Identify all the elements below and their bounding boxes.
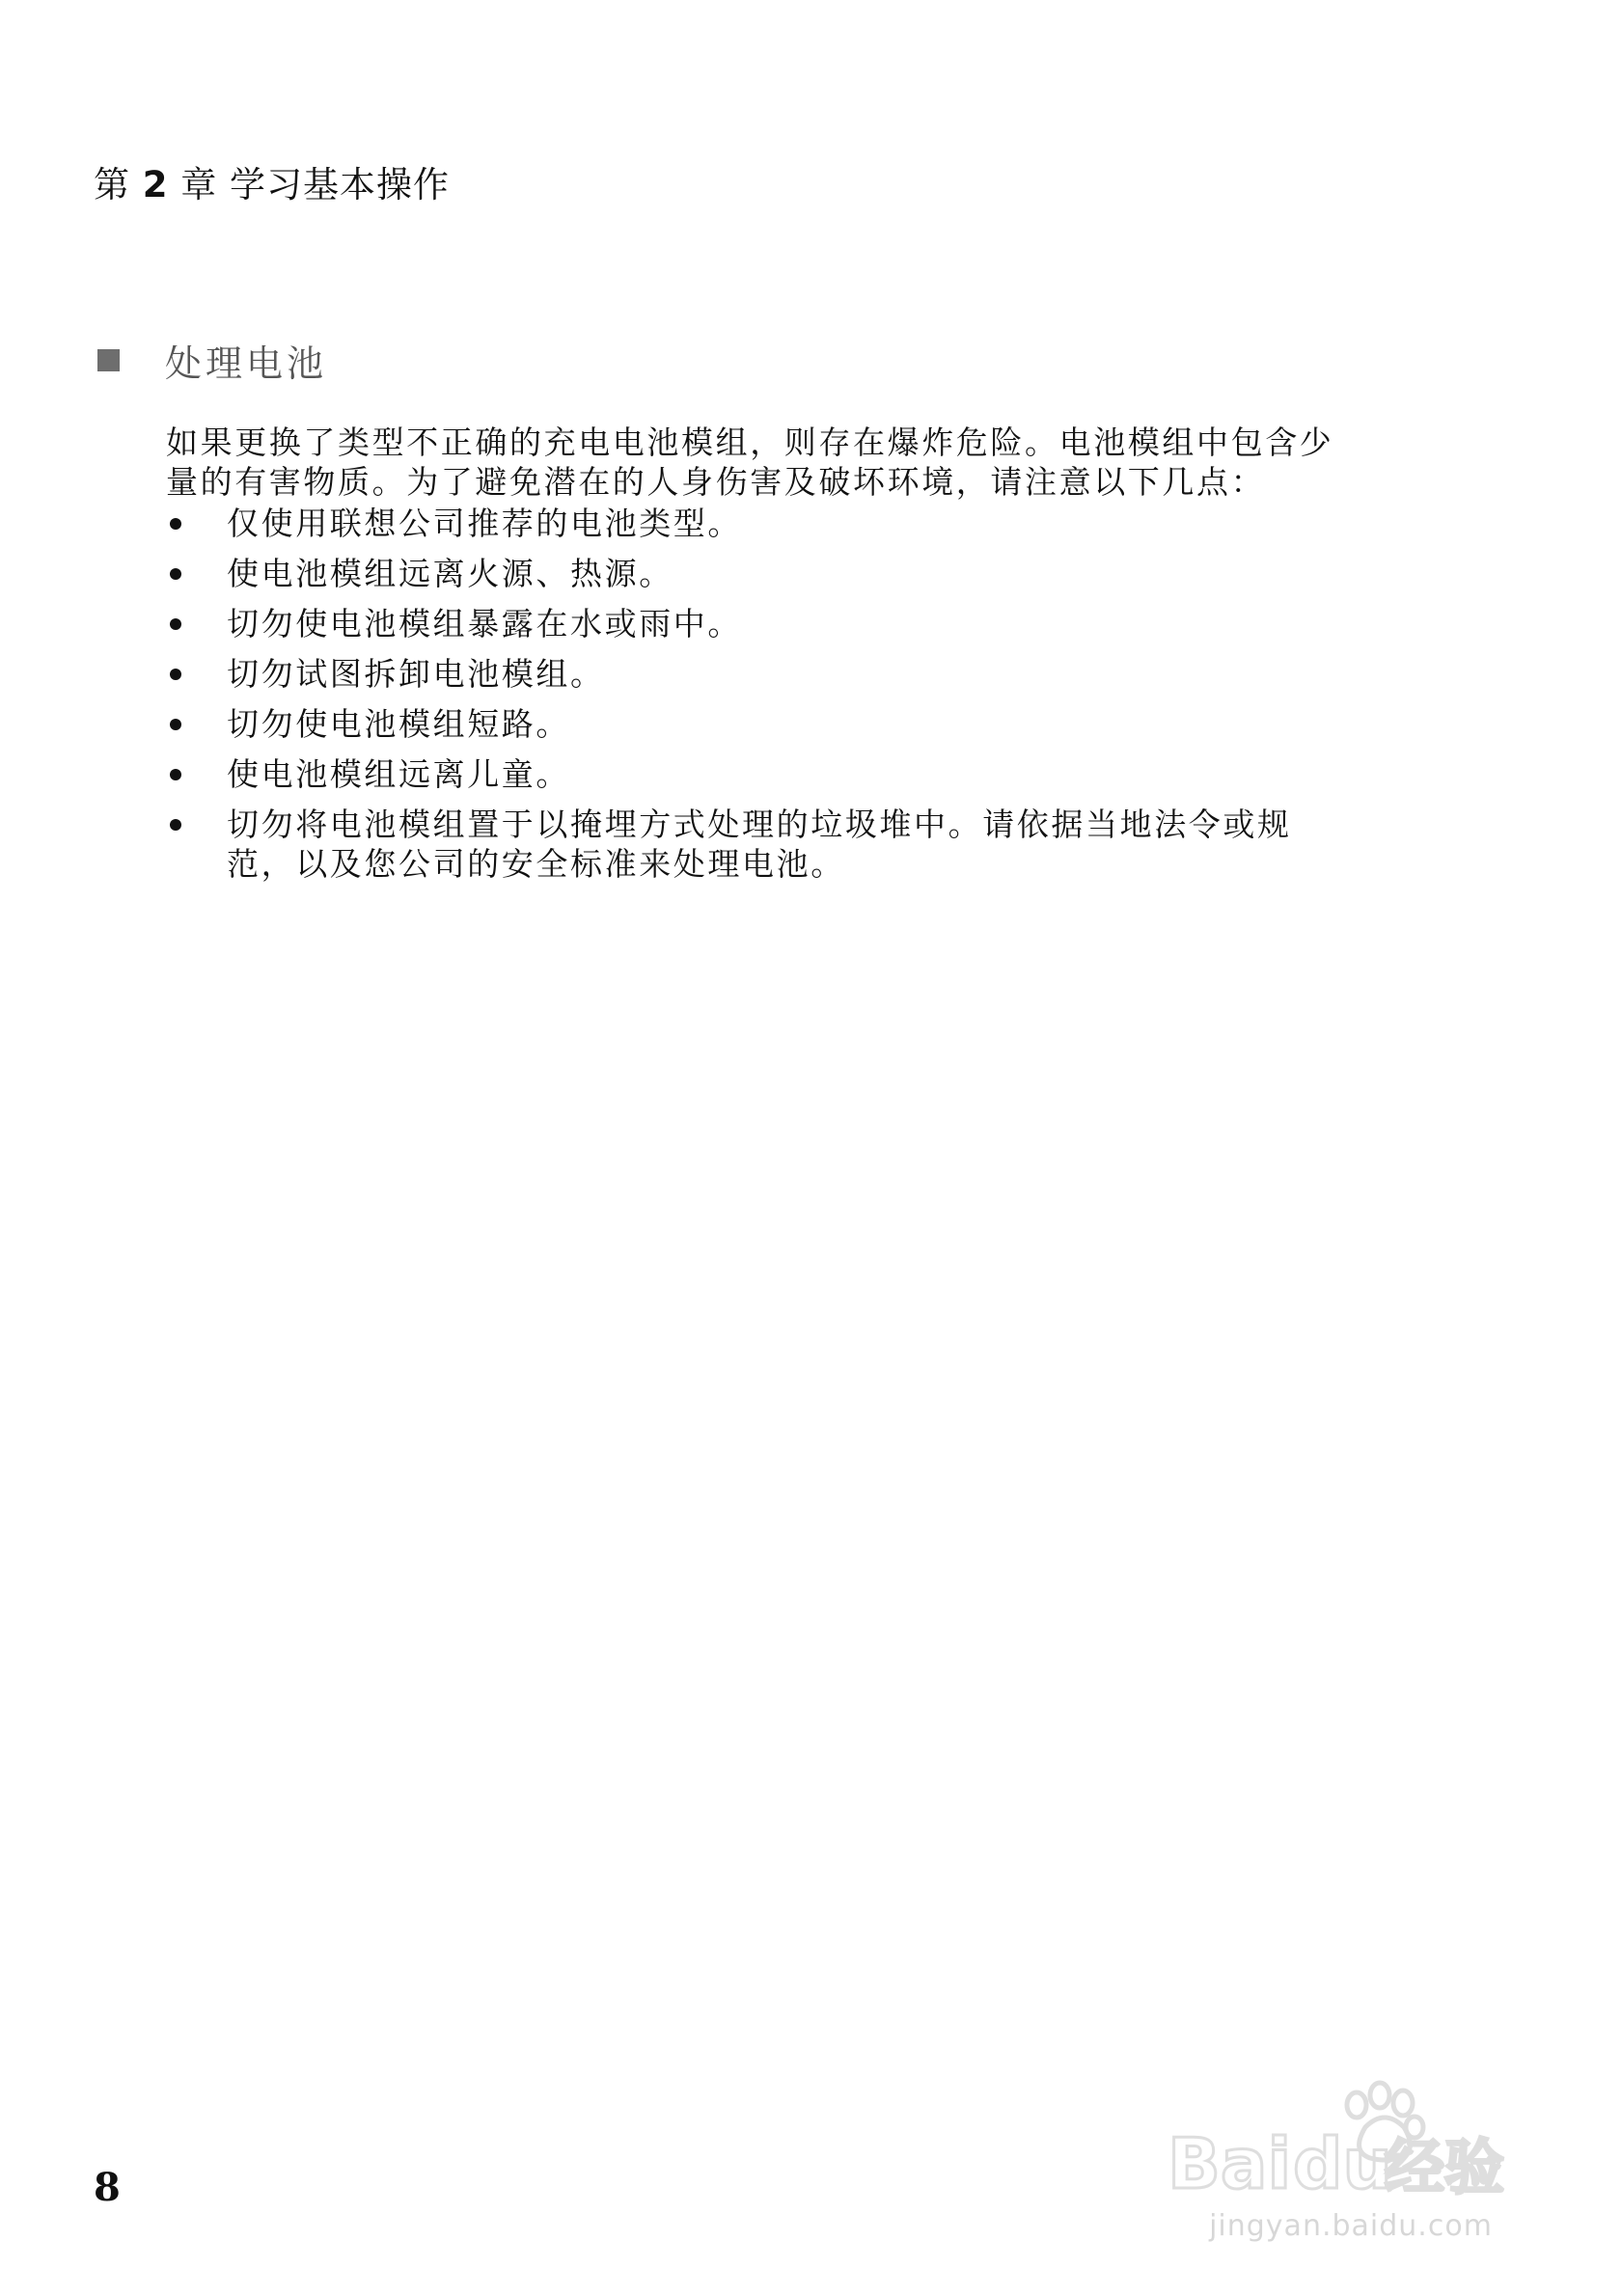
list-item-line: 使电池模组远离火源、热源。: [227, 555, 673, 592]
intro-paragraph: [166, 423, 1497, 502]
list-item-text: [227, 805, 1517, 884]
section-title: 处理电池: [165, 342, 328, 385]
chapter-prefix: 第: [94, 164, 130, 205]
list-item-line: 使电池模组远离儿童。: [227, 755, 570, 793]
list-item-line: 切勿试图拆卸电池模组。: [227, 655, 605, 693]
list-item: [166, 554, 1517, 593]
list-item-text: [227, 554, 1517, 593]
bullet-dot-icon: [170, 618, 181, 630]
page-number: 8: [94, 2165, 121, 2210]
list-item: [166, 654, 1517, 694]
bullet-dot-icon: [170, 669, 181, 680]
list-item-text: [227, 504, 1517, 543]
intro-line: 量的有害物质。为了避免潜在的人身伤害及破坏环境，请注意以下几点：: [166, 463, 1266, 501]
svg-text:du: du: [1293, 2123, 1392, 2204]
watermark-url: jingyan.baidu.com: [1209, 2209, 1493, 2243]
list-item: [166, 504, 1517, 543]
list-item: [166, 704, 1517, 744]
list-item-text: [227, 604, 1517, 643]
list-item-text: [227, 754, 1517, 794]
bullet-dot-icon: [170, 769, 181, 780]
bullet-list: [166, 504, 1517, 894]
chapter-header: [94, 162, 450, 208]
list-item-line: 仅使用联想公司推荐的电池类型。: [227, 505, 742, 542]
list-item-line: 范，以及您公司的安全标准来处理电池。: [227, 845, 845, 883]
svg-text:经验: 经验: [1385, 2132, 1505, 2202]
list-item: [166, 604, 1517, 643]
list-item-line: 切勿将电池模组置于以掩埋方式处理的垃圾堆中。请依据当地法令或规: [227, 806, 1292, 843]
list-item: [166, 754, 1517, 794]
intro-line: 如果更换了类型不正确的充电电池模组，则存在爆炸危险。电池模组中包含少: [166, 424, 1334, 461]
chapter-number: 2: [142, 164, 169, 205]
svg-text:Bai: Bai: [1168, 2123, 1292, 2204]
bullet-dot-icon: [170, 568, 181, 580]
section-heading: [97, 333, 327, 387]
bullet-dot-icon: [170, 719, 181, 730]
list-item-line: 切勿使电池模组暴露在水或雨中。: [227, 605, 742, 642]
list-item-line: 切勿使电池模组短路。: [227, 705, 570, 743]
list-item-text: [227, 704, 1517, 744]
list-item-text: [227, 654, 1517, 694]
square-bullet-icon: [97, 349, 120, 371]
baidu-jingyan-watermark: [1148, 2074, 1553, 2267]
chapter-title: 章 学习基本操作: [180, 164, 451, 205]
baidu-jingyan-logo-icon: [1168, 2074, 1534, 2209]
bullet-dot-icon: [170, 819, 181, 831]
list-item: [166, 805, 1517, 884]
bullet-dot-icon: [170, 518, 181, 530]
